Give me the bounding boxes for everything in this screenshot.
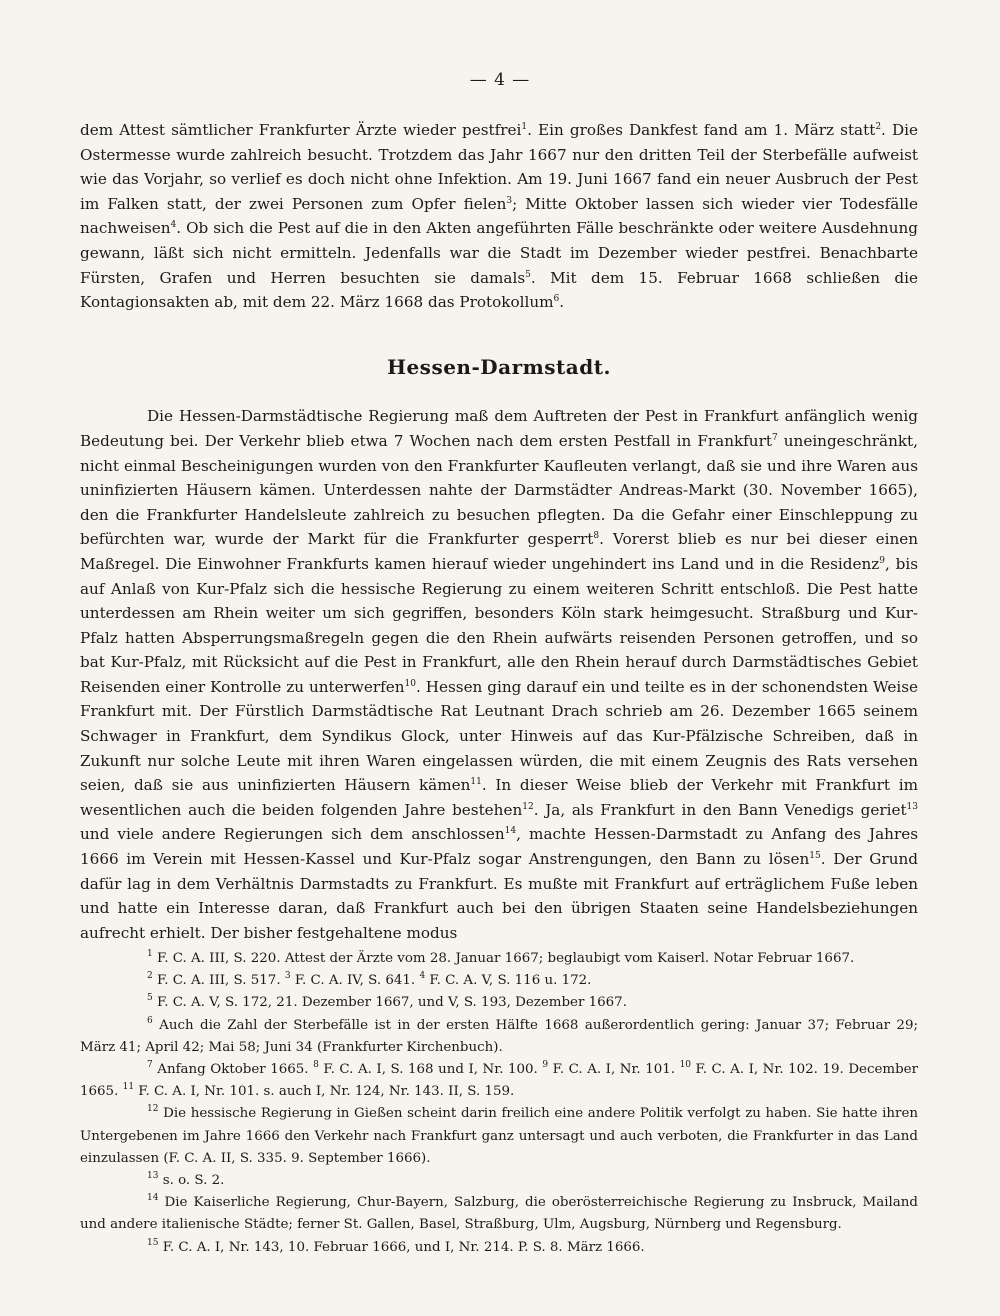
text-run: . Die Ostermesse wurde zahlreich besucht. Trotzdem das Jahr 1667 nur den dritten Teil der Sterbefälle aufweist wie das Vorjahr, so verlief es doch nicht ohne Infektion. Am 19. Juni 1667 fand ein neuer Ausbruch der Pest im Falken statt, der zwei Personen zum Opfer fielen	[80, 121, 918, 213]
text-run: F. C. A. I, Nr. 143, 10. Februar 1666, und I, Nr. 214. P. S. 8. März 1666.	[158, 1239, 645, 1255]
footnote-line	[80, 948, 918, 970]
text-run: . Ja, als Frankfurt in den Bann Venedigs geriet	[533, 800, 907, 819]
text-run: dem Attest sämtlicher Frankfurter Ärzte wieder pestfrei	[80, 121, 522, 139]
text-run: s. o. S. 2.	[158, 1173, 225, 1189]
text-run: , bis auf Anlaß von Kur-Pfalz sich die hessische Regierung zu einem weiteren Schritt entschloß. Die Pest hatte unterdessen am Rhein weiter um sich gegriffen, besonders Köln stark heimgesucht. Straßburg und Kur-Pfalz hatten Absperrungsmaßregeln gegen die den Rhein aufwärts reisenden Personen getroffen, und so bat Kur-Pfalz, mit Rücksicht auf die Pest in Frankfurt, alle den Rhein herauf durch Darmstädtisches Gebiet Reisenden einer Kontrolle zu unterwerfen	[80, 554, 918, 696]
footnote-ref: 8	[313, 1060, 319, 1071]
text-run: F. C. A. III, S. 220. Attest der Ärzte vom 28. Januar 1667; beglaubigt vom Kaiserl. Notar Februar 1667.	[152, 951, 855, 966]
text-run: , machte Hessen-Darmstadt zu Anfang des Jahres 1666 im Verein mit Hessen-Kassel und Kur-Pfalz sogar Anstrengungen, den Bann zu lösen	[80, 825, 919, 869]
text-run: F. C. A. I, Nr. 101. s. auch I, Nr. 124, Nr. 143. II, S. 159.	[134, 1084, 515, 1100]
text-run: und viele andere Regierungen sich dem anschlossen	[80, 825, 505, 844]
text-run: Auch die Zahl der Sterbefälle ist in der ersten Hälfte 1668 außerordentlich gering: Januar 37; Februar 29; März 41; April 42; Mai 58; Juni 34 (Frankfurter Kirchenbuch).	[80, 1017, 918, 1055]
text-run: . Mit dem 15. Februar 1668 schließen die Kontagionsakten ab, mit dem 22. März 1668 das Protokollum	[80, 268, 918, 312]
footnote-ref: 9	[879, 555, 885, 566]
text-run: F. C. A. V, S. 172, 21. Dezember 1667, und V, S. 193, Dezember 1667.	[152, 995, 627, 1011]
footnote-ref: 14	[504, 826, 517, 837]
main-text	[80, 118, 918, 945]
footnote-ref: 6	[553, 294, 560, 305]
footnote-line	[80, 970, 918, 992]
text-run: . Der Grund dafür lag in dem Verhältnis Darmstadts zu Frankfurt. Es mußte mit Frankfurt auf erträglichem Fuße leben und hatte ein Interesse daran, daß Frankfurt auch bei den übrigen Staaten seine Handelsbeziehungen aufrecht erhielt. Der bisher festgehaltene modus	[80, 850, 918, 942]
text-run: ; Mitte Oktober lassen sich wieder vier Todesfälle nachweisen	[80, 194, 918, 238]
footnote-ref: 4	[419, 971, 426, 982]
text-run: . Vorerst blieb es nur bei dieser einen Maßregel. Die Einwohner Frankfurts kamen hierauf wieder ungehindert ins Land und in die Residenz	[80, 530, 918, 573]
footnote-ref: 1	[521, 122, 528, 132]
text-run: uneingeschränkt, nicht einmal Bescheinigungen wurden von den Frankfurter Kaufleuten verlangt, daß sie und ihre Waren aus uninfizierten Häusern kämen. Unterdessen nahte der Darmstädter Andreas-Markt (30. November 1665), den die Frankfurter Handelsleute zahlreich zu besuchen pflegten. Da die Gefahr einer Einschleppung zu befürchten war, wurde der Markt für die Frankfurter gesperrt	[80, 431, 918, 549]
footnote-ref: 7	[771, 432, 778, 443]
text-run: F. C. A. III, S. 517.	[152, 973, 285, 989]
footnote-line	[80, 1015, 918, 1059]
text-run: Die Hessen-Darmstädtische Regierung maß dem Auftreten der Pest in Frankfurt anfänglich wenig Bedeutung bei. Der Verkehr blieb etwa 7 Wochen nach dem ersten Pestfall in Frankfurt	[80, 407, 918, 450]
footnote-ref: 15	[809, 851, 821, 862]
footnote-line	[80, 1237, 918, 1259]
footnote-ref: 4	[170, 220, 177, 231]
footnote-ref: 3	[506, 195, 513, 206]
text-run: F. C. A. IV, S. 641.	[290, 973, 420, 989]
footnote-ref: 7	[147, 1060, 153, 1071]
text-run: . Ob sich die Pest auf die in den Akten angeführten Fälle beschränkte oder weitere Ausdehnung gewann, läßt sich nicht ermitteln. Jedenfalls war die Stadt im Dezember wieder pestfrei. Benachbarte Fürsten, Grafen und Herren besuchten sie damals	[80, 219, 918, 287]
footnote-line	[80, 992, 918, 1014]
footnote-ref: 2	[147, 971, 153, 982]
footnote-line	[80, 1103, 918, 1170]
footnote-ref: 13	[906, 801, 918, 812]
footnote-ref: 3	[284, 971, 291, 982]
section-heading: Hessen-Darmstadt.	[387, 354, 611, 379]
page-number: — 4 —	[469, 70, 531, 90]
footnote-ref: 12	[522, 801, 534, 812]
footnote-ref: 10	[679, 1060, 692, 1071]
footnote-ref: 12	[147, 1104, 159, 1115]
text-run: F. C. A. V, S. 116 u. 172.	[425, 973, 592, 989]
footnote-ref: 5	[147, 993, 153, 1004]
text-run: F. C. A. I, Nr. 101.	[548, 1062, 680, 1078]
text-run: Anfang Oktober 1665.	[152, 1062, 314, 1078]
footnote-ref: 13	[147, 1171, 159, 1182]
footnote-ref: 15	[147, 1237, 159, 1248]
footnote-ref: 5	[525, 269, 531, 280]
footnotes	[80, 948, 918, 1259]
footnote-line	[80, 1170, 918, 1192]
footnote-ref: 6	[147, 1015, 153, 1026]
text-run: . Hessen ging darauf ein und teilte es in der schonendsten Weise Frankfurt mit. Der Fürstlich Darmstädtische Rat Leutnant Drach schrieb am 26. Dezember 1665 seinem Schwager in Frankfurt, dem Syndikus Glock, unter Hinweis auf das Kur-Pfälzische Schreiben, daß in Zukunft nur solche Leute mit ihren Waren eingelassen würden, die mit einem Zeugnis des Rats versehen seien, daß sie aus uninfizierten Häusern kämen	[80, 677, 918, 795]
footnote-ref: 10	[404, 678, 416, 689]
footnote-ref: 11	[122, 1082, 135, 1093]
text-run: F. C. A. I, Nr. 102. 19. December 1665.	[80, 1062, 918, 1100]
footnote-ref: 14	[147, 1193, 159, 1204]
text-run: . In dieser Weise blieb der Verkehr mit Frankfurt im wesentlichen auch die beiden folgenden Jahre bestehen	[80, 776, 918, 819]
text-run: F. C. A. I, S. 168 und I, Nr. 100.	[318, 1062, 543, 1078]
text-run: Die hessische Regierung in Gießen scheint darin freilich eine andere Politik verfolgt zu haben. Sie hatte ihren Untergebenen im Jahre 1666 den Verkehr nach Frankfurt ganz untersagt und auch verboten, die Frankfurter in das Land einzulassen (F. C. A. II, S. 335. 9. September 1666).	[80, 1106, 918, 1166]
text-run: .	[559, 293, 565, 312]
footnote-ref: 9	[542, 1060, 549, 1071]
footnote-ref: 1	[147, 949, 153, 959]
footnote-ref: 8	[593, 531, 600, 542]
text-run: Die Kaiserliche Regierung, Chur-Bayern, Salzburg, die oberösterreichische Regierung zu Insbruck, Mailand und andere italienische Städte; ferner St. Gallen, Basel, Straßburg, Ulm, Augsburg, Nürnberg und Regensburg.	[80, 1195, 918, 1233]
section-paragraph	[80, 404, 918, 945]
footnote-ref: 11	[470, 777, 482, 788]
text-run: . Ein großes Dankfest fand am 1. März statt	[527, 121, 876, 139]
footnote-line	[80, 1192, 918, 1236]
footnote-ref: 2	[875, 122, 882, 132]
intro-paragraph	[80, 118, 918, 315]
footnote-line	[80, 1059, 918, 1103]
